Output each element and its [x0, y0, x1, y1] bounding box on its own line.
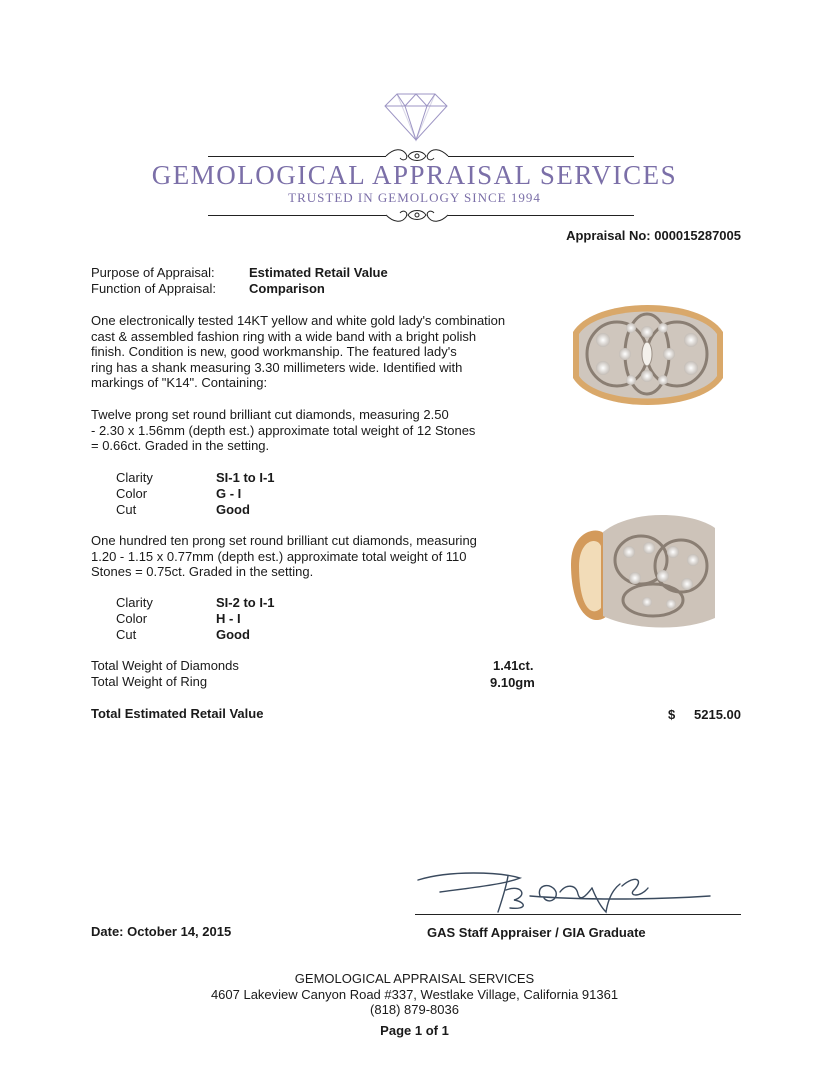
diamond-logo-icon [383, 92, 449, 142]
stones-2-line: One hundred ten prong set round brilliant cut diamonds, measuring [91, 533, 477, 548]
signature-caption: GAS Staff Appraiser / GIA Graduate [427, 925, 646, 940]
appraiser-signature-icon [410, 866, 740, 918]
ring-side-view-image [563, 508, 723, 633]
stones-2-color-label: Color [116, 611, 148, 626]
stones-2-line: 1.20 - 1.15 x 0.77mm (depth est.) approximate total weight of 110 [91, 548, 467, 564]
appraisal-number-value: 000015287005 [654, 228, 741, 243]
ring-description [91, 313, 551, 391]
total-ring-label: Total Weight of Ring [91, 674, 208, 689]
footer-page: Page 1 of 1 [380, 1022, 449, 1038]
stones-1-cut-value: Good [216, 502, 250, 517]
stones-2-cut-value: Good [216, 627, 250, 642]
date-value: October 14, 2015 [127, 924, 232, 939]
stones-1-clarity-label: Clarity [116, 470, 153, 485]
stones-1-clarity-value: SI-1 to I-1 [216, 470, 275, 485]
stones-1-cut-label: Cut [116, 502, 137, 517]
stones-1-line: - 2.30 x 1.56mm (depth est.) approximate total weight of 12 Stones [91, 422, 476, 438]
stones-1-line: Twelve prong set round brilliant cut diamonds, measuring 2.50 [91, 407, 449, 422]
appraisal-date [91, 924, 231, 940]
stones-2-cut-label: Cut [116, 627, 137, 642]
currency-symbol: $ [668, 707, 676, 722]
footer-company: GEMOLOGICAL APPRAISAL SERVICES [294, 971, 535, 986]
date-label: Date: [91, 924, 124, 939]
stones-2-color-value: H - I [216, 611, 241, 626]
ring-top-view-image [565, 292, 730, 417]
total-diamonds-value: 1.41ct. [493, 658, 534, 673]
logo-company-name: GEMOLOGICAL APPRAISAL SERVICES [151, 160, 678, 190]
stones-1-description [91, 407, 551, 454]
total-diamonds-label: Total Weight of Diamonds [91, 658, 239, 673]
stones-2-clarity-label: Clarity [116, 595, 153, 610]
function-label: Function of Appraisal: [91, 281, 217, 296]
stones-1-line: = 0.66ct. Graded in the setting. [91, 438, 270, 453]
logo-top-rule-right [448, 156, 634, 157]
appraisal-number-label: Appraisal No: [566, 228, 651, 243]
total-retail-label: Total Estimated Retail Value [91, 706, 264, 721]
logo-bottom-rule-right [448, 215, 634, 216]
appraisal-number [566, 228, 741, 244]
footer [0, 971, 829, 1038]
stones-2-line: Stones = 0.75ct. Graded in the setting. [91, 564, 314, 579]
scroll-ornament-bottom-icon [384, 206, 450, 226]
logo-bottom-rule [208, 215, 386, 216]
function-value: Comparison [249, 281, 325, 296]
total-ring-value: 9.10gm [490, 675, 535, 690]
purpose-label: Purpose of Appraisal: [91, 265, 215, 280]
purpose-value: Estimated Retail Value [249, 265, 388, 280]
description-line: One electronically tested 14KT yellow and white gold lady's combination [91, 313, 506, 328]
description-line: ring has a shank measuring 3.30 millimeters wide. Identified with [91, 359, 463, 375]
signature-line [415, 914, 741, 915]
description-line: cast & assembled fashion ring with a wide band with a bright polish [91, 328, 477, 344]
total-retail-value: 5215.00 [694, 707, 741, 722]
stones-2-clarity-value: SI-2 to I-1 [216, 595, 275, 610]
description-line: finish. Condition is new, good workmanship. The featured lady's [91, 344, 457, 359]
footer-address: 4607 Lakeview Canyon Road #337, Westlake Village, California 91361 [210, 986, 619, 1002]
stones-2-description [91, 533, 551, 580]
stones-1-color-label: Color [116, 486, 148, 501]
stones-1-color-value: G - I [216, 486, 242, 501]
logo-top-rule [208, 156, 386, 157]
footer-phone: (818) 879-8036 [370, 1002, 459, 1017]
logo-tagline: TRUSTED IN GEMOLOGY SINCE 1994 [288, 190, 541, 205]
description-line: markings of "K14". Containing: [91, 375, 268, 390]
